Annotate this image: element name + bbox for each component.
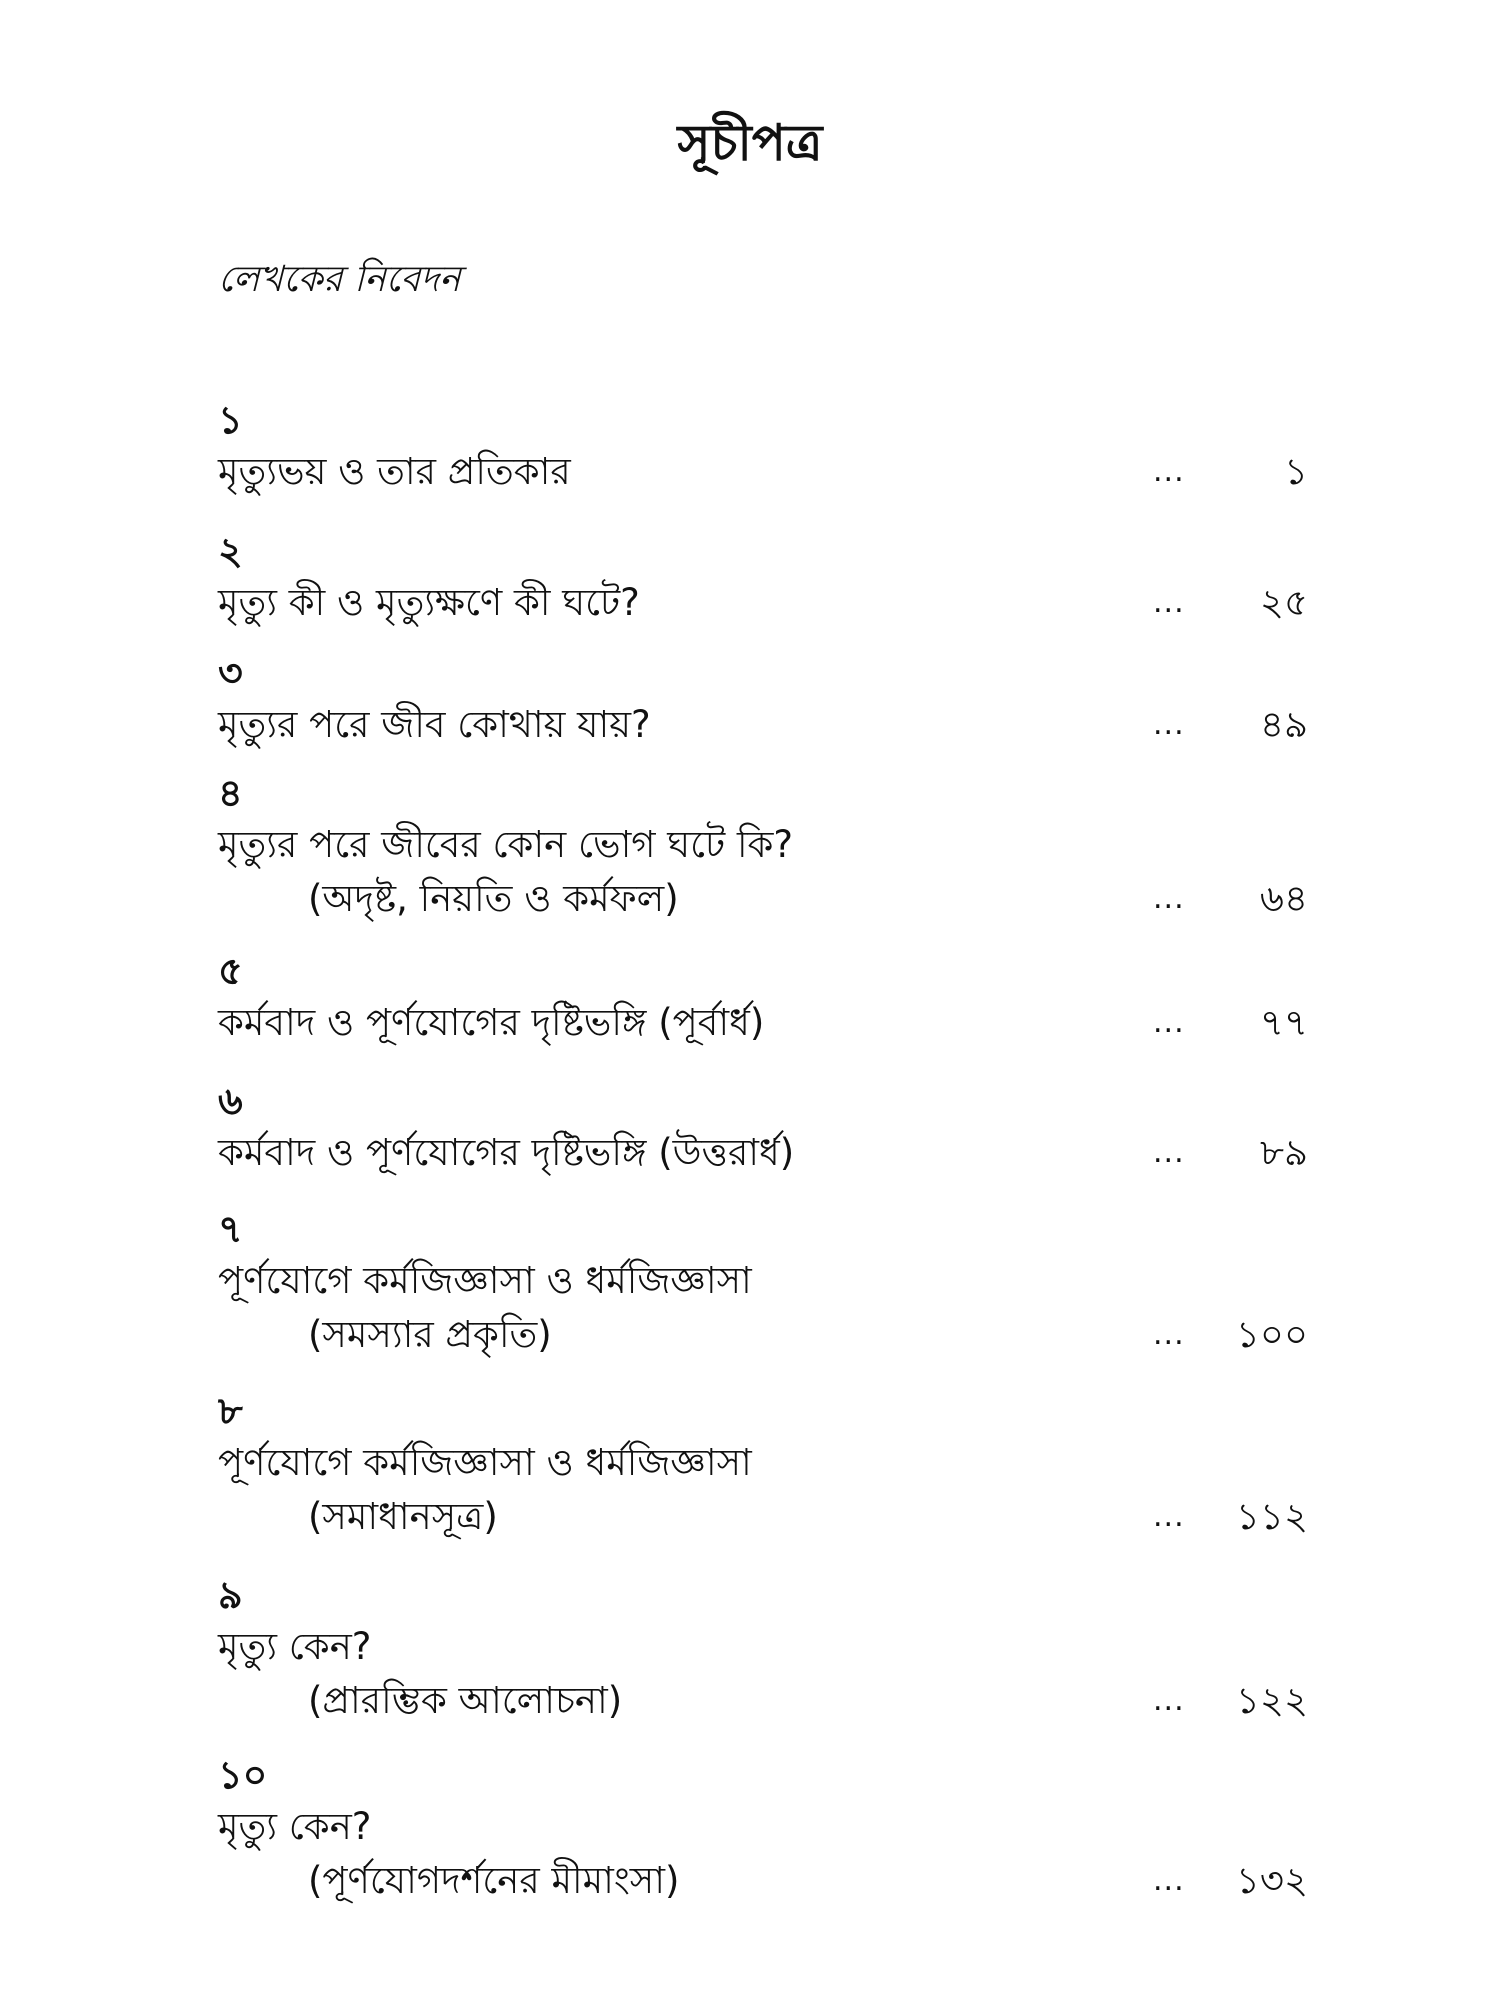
chapter-subtitle: (সমস্যার প্রকৃতি)	[308, 1313, 552, 1356]
chapter-number: ৩	[218, 651, 243, 695]
chapter-title-row	[218, 1254, 1308, 1308]
dot-leader: ...	[1153, 1317, 1185, 1352]
chapter-title-row	[218, 1620, 1308, 1674]
chapter-subtitle: (প্রারম্ভিক আলোচনা)	[308, 1679, 623, 1722]
dot-leader: ...	[1153, 454, 1185, 489]
chapter-title-row	[218, 818, 1308, 872]
chapter-title: মৃত্যুর পরে জীব কোথায় যায়?	[218, 703, 651, 746]
page-number: ১১২	[1235, 1495, 1308, 1538]
chapter-number: ১০	[218, 1753, 268, 1797]
chapter-title-row	[218, 1436, 1308, 1490]
chapter-title: পূর্ণযোগে কর্মজিজ্ঞাসা ও ধর্মজিজ্ঞাসা	[218, 1441, 752, 1484]
chapter-title: মৃত্যু কেন?	[218, 1805, 372, 1848]
chapter-number: ৭	[218, 1207, 243, 1251]
chapter-number: ৮	[218, 1389, 243, 1433]
page-number: ১০০	[1235, 1313, 1308, 1356]
chapter-title-row	[218, 996, 1308, 1050]
chapter-title-row	[218, 698, 1308, 752]
dot-leader: ...	[1153, 1005, 1185, 1040]
chapter-number: ৪	[218, 771, 243, 815]
chapter-subtitle-row	[218, 1308, 1308, 1362]
page-number: ৮৯	[1259, 1131, 1308, 1174]
dot-leader: ...	[1153, 1683, 1185, 1718]
chapter-title: মৃত্যু কেন?	[218, 1625, 372, 1668]
chapter-entry	[218, 1076, 1308, 1180]
chapter-subtitle: (অদৃষ্ট, নিয়তি ও কর্মফল)	[308, 877, 679, 920]
chapter-number: ১	[218, 398, 243, 442]
chapter-title-row	[218, 1126, 1308, 1180]
chapter-subtitle-row	[218, 872, 1308, 926]
chapter-title: কর্মবাদ ও পূর্ণযোগের দৃষ্টিভঙ্গি (পূর্বার্ধ)	[218, 1001, 765, 1044]
chapter-entry	[218, 946, 1308, 1050]
page-number: ২৫	[1259, 581, 1308, 624]
chapter-title-row	[218, 1800, 1308, 1854]
dot-leader: ...	[1153, 1863, 1185, 1898]
chapter-entry	[218, 1386, 1308, 1544]
page-number: ৪৯	[1259, 703, 1308, 746]
page-title: সূচীপত্র	[677, 114, 823, 172]
chapter-number: ৯	[218, 1573, 243, 1617]
page-number: ১২২	[1235, 1679, 1308, 1722]
page-number: ৬৪	[1259, 877, 1308, 920]
chapter-title-row	[218, 576, 1308, 630]
dot-leader: ...	[1153, 1499, 1185, 1534]
chapter-entry	[218, 395, 1308, 499]
page-number: ৭৭	[1259, 1001, 1308, 1044]
chapter-title: মৃত্যুভয় ও তার প্রতিকার	[218, 450, 571, 493]
preface-entry: লেখকের নিবেদন	[218, 259, 461, 300]
chapter-number: ২	[218, 529, 243, 573]
chapter-subtitle-row	[218, 1674, 1308, 1728]
page-number: ১	[1283, 450, 1308, 493]
chapter-title: মৃত্যুর পরে জীবের কোন ভোগ ঘটে কি?	[218, 823, 794, 866]
chapter-title: কর্মবাদ ও পূর্ণযোগের দৃষ্টিভঙ্গি (উত্তরার্ধ)	[218, 1131, 795, 1174]
dot-leader: ...	[1153, 1135, 1185, 1170]
chapter-subtitle-row	[218, 1854, 1308, 1908]
chapter-entry	[218, 1204, 1308, 1362]
chapter-entry	[218, 648, 1308, 752]
chapter-number: ৫	[218, 949, 243, 993]
chapter-entry	[218, 1570, 1308, 1728]
dot-leader: ...	[1153, 585, 1185, 620]
dot-leader: ...	[1153, 707, 1185, 742]
page-number: ১৩২	[1235, 1859, 1308, 1902]
chapter-number: ৬	[218, 1079, 243, 1123]
chapter-entry	[218, 768, 1308, 926]
chapter-entry	[218, 526, 1308, 630]
chapter-subtitle: (সমাধানসূত্র)	[308, 1495, 498, 1538]
chapter-title: মৃত্যু কী ও মৃত্যুক্ষণে কী ঘটে?	[218, 581, 640, 624]
chapter-subtitle-row	[218, 1490, 1308, 1544]
chapter-title: পূর্ণযোগে কর্মজিজ্ঞাসা ও ধর্মজিজ্ঞাসা	[218, 1259, 752, 1302]
chapter-entry	[218, 1750, 1308, 1908]
dot-leader: ...	[1153, 881, 1185, 916]
chapter-subtitle: (পূর্ণযোগদর্শনের মীমাংসা)	[308, 1859, 680, 1902]
chapter-title-row	[218, 445, 1308, 499]
